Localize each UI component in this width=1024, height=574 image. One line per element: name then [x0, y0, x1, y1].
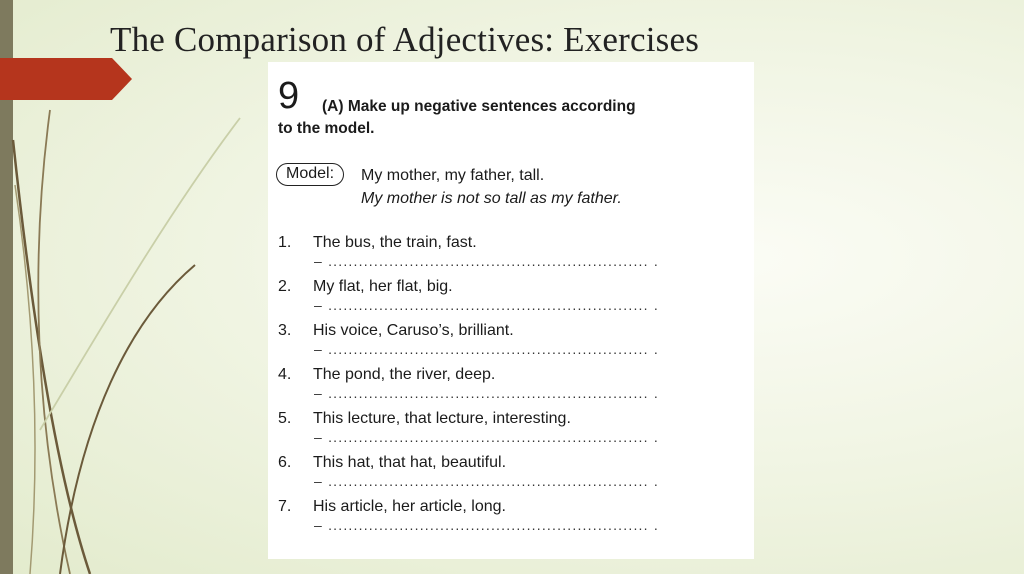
item-number: 5. [278, 410, 292, 427]
answer-blank: – ............................................................... . [314, 385, 659, 401]
instruction-line-2: to the model. [278, 120, 375, 137]
answer-blank: – ............................................................... . [314, 517, 659, 533]
exercise-item [278, 322, 748, 366]
exercise-item [278, 498, 748, 542]
exercise-number: 9 [278, 75, 300, 117]
exercise-item [278, 234, 748, 278]
answer-blank: – ............................................................... . [314, 473, 659, 489]
item-number: 7. [278, 498, 292, 515]
model-label: Model: [276, 163, 344, 186]
item-number: 2. [278, 278, 292, 295]
exercise-item [278, 366, 748, 410]
answer-blank: – ............................................................... . [314, 297, 659, 313]
exercise-item [278, 278, 748, 322]
item-prompt: This lecture, that lecture, interesting. [313, 410, 571, 427]
item-number: 1. [278, 234, 292, 251]
model-prompt: My mother, my father, tall. [361, 167, 545, 184]
item-prompt: This hat, that hat, beautiful. [313, 454, 507, 471]
item-prompt: His voice, Caruso’s, brilliant. [313, 322, 514, 339]
answer-blank: – ............................................................... . [314, 429, 659, 445]
decorative-grass-stems [0, 0, 300, 574]
model-answer: My mother is not so tall as my father. [361, 190, 622, 207]
exercise-item [278, 410, 748, 454]
instruction-line-1: (A) Make up negative sentences according [322, 98, 636, 115]
slide-title: The Comparison of Adjectives: Exercises [110, 20, 700, 59]
answer-blank: – ............................................................... . [314, 253, 659, 269]
answer-blank: – ............................................................... . [314, 341, 659, 357]
item-prompt: His article, her article, long. [313, 498, 506, 515]
item-prompt: The pond, the river, deep. [313, 366, 496, 383]
item-number: 3. [278, 322, 292, 339]
item-number: 4. [278, 366, 292, 383]
exercise-item [278, 454, 748, 498]
item-prompt: My flat, her flat, big. [313, 278, 453, 295]
item-prompt: The bus, the train, fast. [313, 234, 477, 251]
exercise-sheet [268, 62, 754, 559]
exercise-instruction [278, 96, 738, 140]
item-number: 6. [278, 454, 292, 471]
